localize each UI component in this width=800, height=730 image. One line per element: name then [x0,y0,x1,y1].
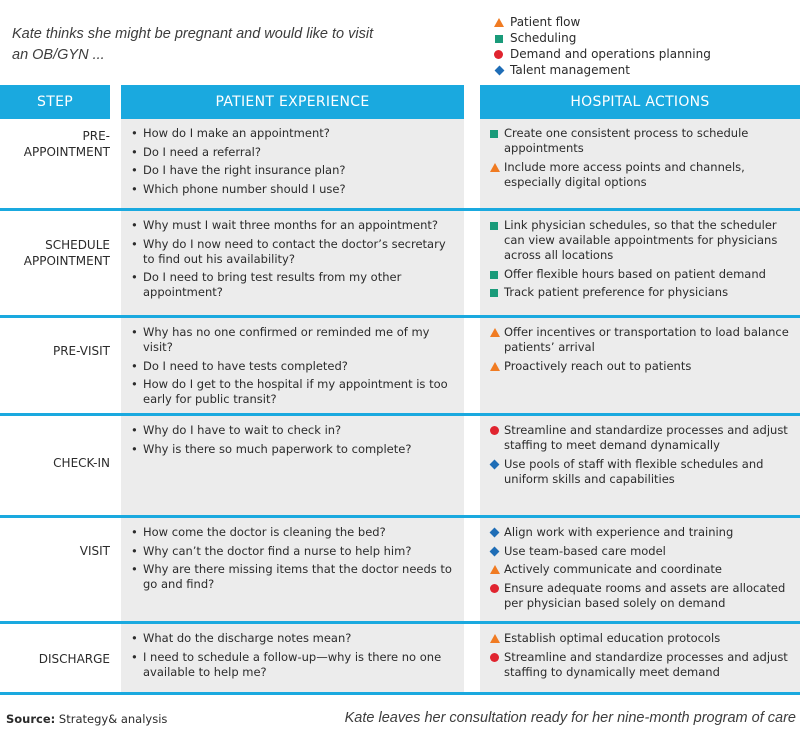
legend-label: Demand and operations planning [510,47,711,61]
circle-icon [490,653,499,662]
bullet-icon: • [131,126,138,140]
actions-list [490,631,794,683]
diamond-icon [494,66,504,76]
action-item [490,544,794,559]
bullet-icon: • [131,181,138,196]
circle-icon [494,50,503,59]
actions-list [490,325,794,377]
experience-list [131,218,458,304]
action-item [490,562,794,577]
action-text: Use team-based care model [504,543,666,558]
experience-panel [121,624,464,692]
experience-item [131,325,458,355]
actions-list [490,423,794,490]
experience-text: Why must I wait three months for an appointment? [143,218,438,232]
experience-item [131,126,458,141]
legend-item-talent-management [492,62,711,78]
experience-list [131,631,458,683]
experience-list [131,423,458,460]
experience-panel [121,416,464,515]
action-marker [490,581,504,611]
step-label: SCHEDULE APPOINTMENT [23,238,110,268]
actions-panel [480,211,800,315]
experience-text: Why is there so much paperwork to complete? [143,441,412,456]
experience-panel [121,119,464,208]
action-item [490,650,794,680]
bullet-icon: • [131,377,138,391]
action-text: Streamline and standardize processes and adjust staffing to meet demand dynamically [504,423,788,452]
bullet-icon: • [131,649,138,664]
experience-item [131,359,458,374]
action-marker [490,285,504,300]
action-item [490,325,794,355]
action-item [490,160,794,190]
experience-text: I need to schedule a follow-up—why is there no one available to help me? [143,649,442,679]
diamond-icon [490,546,500,556]
actions-list [490,525,794,614]
experience-text: Do I need to have tests completed? [143,358,348,373]
experience-text: How come the doctor is cleaning the bed? [143,525,386,539]
circle-icon [490,584,499,593]
experience-item [131,237,458,267]
action-marker [490,423,504,453]
row-divider [0,692,800,695]
experience-text: Why do I now need to contact the doctor’s secretary to find out his availability? [143,236,446,266]
experience-item [131,270,458,300]
experience-panel [121,518,464,621]
experience-list [131,126,458,200]
action-marker [490,218,504,263]
action-text: Streamline and standardize processes and adjust staffing to dynamically meet demand [504,649,788,679]
intro-text: Kate thinks she might be pregnant and would like to visit an OB/GYN ... [12,26,374,63]
step-label: VISIT [79,544,110,558]
legend-label: Scheduling [510,31,577,45]
source-text: Strategy& analysis [55,712,168,726]
action-item [490,218,794,263]
action-item [490,267,794,282]
action-marker [490,562,504,577]
action-item [490,359,794,374]
experience-text: Do I need to bring test results from my other appointment? [143,270,402,299]
bullet-icon: • [131,163,138,177]
bullet-icon: • [131,562,138,576]
circle-icon [490,426,499,435]
triangle-icon [494,18,504,27]
step-label: PRE- APPOINTMENT [23,129,110,159]
experience-text: Do I need a referral? [143,144,261,159]
action-marker [490,359,504,374]
bullet-icon: • [131,423,138,437]
triangle-icon [490,362,500,371]
action-item [490,457,794,487]
actions-panel [480,518,800,621]
legend-item-demand-planning [492,46,711,62]
action-marker [490,160,504,190]
triangle-icon [490,163,500,172]
action-marker [490,457,504,487]
action-text: Offer incentives or transportation to load balance patients’ arrival [504,325,789,354]
action-text: Include more access points and channels, especially digital options [504,159,745,189]
experience-item [131,182,458,197]
action-text: Track patient preference for physicians [504,285,729,299]
step-label: PRE-VISIT [52,344,110,358]
experience-text: Do I have the right insurance plan? [143,163,346,177]
bullet-icon: • [131,270,138,284]
bullet-icon: • [131,543,138,558]
diamond-icon [490,528,500,538]
legend-label: Talent management [510,63,630,77]
experience-text: How do I get to the hospital if my appointment is too early for public transit? [143,377,448,406]
diamond-icon [490,459,500,469]
experience-item [131,218,458,233]
action-item [490,423,794,453]
action-item [490,285,794,300]
experience-item [131,631,458,646]
action-marker [490,267,504,282]
experience-item [131,377,458,407]
square-icon [490,222,498,230]
action-text: Link physician schedules, so that the scheduler can view available appointments for physicians across all locations [504,218,778,262]
experience-text: Which phone number should I use? [143,181,346,196]
source-note [6,712,167,726]
action-item [490,126,794,156]
action-text: Use pools of staff with flexible schedules and uniform skills and capabilities [504,456,764,486]
experience-text: Why do I have to wait to check in? [143,423,342,437]
action-text: Ensure adequate rooms and assets are allocated per physician based solely on demand [504,580,786,610]
experience-text: Why has no one confirmed or reminded me of my visit? [143,325,430,354]
experience-item [131,650,458,680]
step-label: DISCHARGE [38,652,110,666]
actions-list [490,218,794,304]
bullet-icon: • [131,631,138,645]
experience-item [131,163,458,178]
actions-panel [480,119,800,208]
action-marker [490,544,504,559]
experience-panel [121,211,464,315]
bullet-icon: • [131,218,138,232]
experience-text: Why can’t the doctor find a nurse to help him? [143,543,412,558]
action-marker [490,631,504,646]
experience-item [131,544,458,559]
experience-text: What do the discharge notes mean? [143,631,352,645]
action-item [490,525,794,540]
action-text: Align work with experience and training [504,525,734,539]
action-item [490,631,794,646]
bullet-icon: • [131,144,138,159]
bullet-icon: • [131,525,138,539]
action-text: Actively communicate and coordinate [504,562,723,576]
actions-panel [480,416,800,515]
legend-item-scheduling [492,30,711,46]
triangle-icon [490,328,500,337]
triangle-icon [490,565,500,574]
outro-text: Kate leaves her consultation ready for her nine-month program of care [344,710,796,726]
action-marker [490,126,504,156]
experience-item [131,442,458,457]
action-marker [490,325,504,355]
bullet-icon: • [131,441,138,456]
experience-list [131,525,458,596]
experience-item [131,562,458,592]
square-icon [490,289,498,297]
header-patient-experience: PATIENT EXPERIENCE [121,85,464,119]
header-step: STEP [0,85,110,119]
square-icon [490,130,498,138]
step-label: CHECK-IN [53,456,110,470]
experience-text: Why are there missing items that the doctor needs to go and find? [143,562,452,591]
action-text: Create one consistent process to schedule appointments [504,126,749,155]
header-hospital-actions: HOSPITAL ACTIONS [480,85,800,119]
experience-text: How do I make an appointment? [143,126,330,140]
action-marker [490,650,504,680]
action-item [490,581,794,611]
triangle-icon [490,634,500,643]
bullet-icon: • [131,358,138,373]
experience-item [131,423,458,438]
actions-panel [480,318,800,413]
legend-item-patient-flow [492,14,711,30]
legend-label: Patient flow [510,15,581,29]
bullet-icon: • [131,236,138,251]
experience-item [131,145,458,160]
action-text: Establish optimal education protocols [504,631,721,645]
square-icon [495,35,503,43]
square-icon [490,271,498,279]
experience-panel [121,318,464,413]
experience-item [131,525,458,540]
legend [492,14,711,78]
experience-list [131,325,458,411]
action-text: Offer flexible hours based on patient demand [504,266,766,281]
action-text: Proactively reach out to patients [504,358,692,373]
source-label: Source: [6,712,56,726]
bullet-icon: • [131,325,138,339]
actions-panel [480,624,800,692]
actions-list [490,126,794,193]
action-marker [490,525,504,540]
